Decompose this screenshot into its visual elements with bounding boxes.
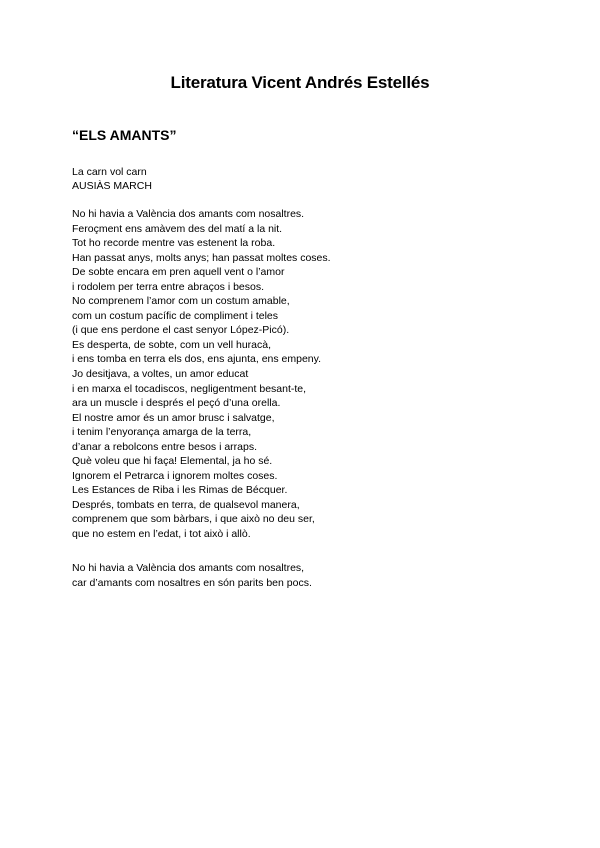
poem-line: Han passat anys, molts anys; han passat moltes coses. [72,251,331,264]
poem-line: ara un muscle i després el peçó d’una orella. [72,397,281,410]
document-title: Literatura Vicent Andrés Estellés [170,73,430,92]
poem-line: Ignorem el Petrarca i ignorem moltes coses. [72,469,278,482]
poem-line: i tenim l’enyorança amarga de la terra, [72,426,252,439]
poem-title: “ELS AMANTS” [72,127,177,143]
poem-line: i rodolem per terra entre abraços i besos. [72,280,265,293]
poem-line: car d’amants com nosaltres en són parits ben pocs. [72,576,312,589]
poem-line: Feroçment ens amàvem des del matí a la nit. [72,222,283,235]
poem-line: com un costum pacífic de compliment i teles [72,309,279,322]
poem-line: comprenem que som bàrbars, i que això no deu ser, [72,513,315,526]
poem-line: d’anar a rebolcons entre besos i arraps. [72,440,258,453]
poem-line: No hi havia a València dos amants com nosaltres, [72,562,305,574]
poem-line: Es desperta, de sobte, com un vell huracà, [72,338,272,351]
epigraph [72,165,152,193]
poem-line: i ens tomba en terra els dos, ens ajunta, ens empeny. [72,353,322,366]
poem-line: Tot ho recorde mentre vas estenent la roba. [72,237,276,250]
epigraph-quote: La carn vol carn [72,166,147,178]
poem-line: No hi havia a València dos amants com nosaltres. [72,208,305,220]
stanza-1 [72,207,331,542]
poem-line: No comprenem l’amor com un costum amable, [72,295,290,308]
poem-line: i en marxa el tocadiscos, negligentment besant-te, [72,382,307,395]
stanza-2 [72,561,312,590]
poem-line: El nostre amor és un amor brusc i salvatge, [72,411,275,424]
poem-line: Després, tombats en terra, de qualsevol manera, [72,498,300,511]
poem-line: Jo desitjava, a voltes, un amor educat [72,368,249,381]
epigraph-author: AUSIÀS MARCH [72,180,152,192]
poem-line: (i que ens perdone el cast senyor López-Picó). [72,324,290,337]
poem-line: Les Estances de Riba i les Rimas de Bécquer. [72,484,288,497]
poem-line: Què voleu que hi faça! Elemental, ja ho sé. [72,455,273,468]
poem-line: De sobte encara em pren aquell vent o l’amor [72,266,285,279]
poem-line: que no estem en l’edat, i tot això i allò. [72,528,251,541]
